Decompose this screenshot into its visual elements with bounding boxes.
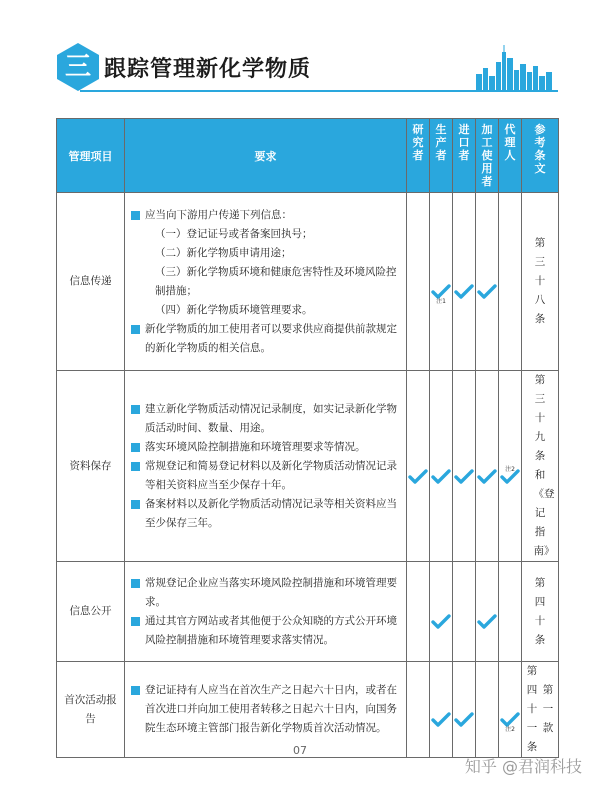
role-check-cell — [476, 562, 499, 662]
requirement-text: （二）新化学物质申请用途； — [155, 246, 292, 259]
header-agent: 代理人 — [499, 119, 522, 193]
checkmark-icon — [408, 469, 428, 485]
checkmark-icon — [477, 469, 497, 485]
requirement-subitem — [131, 244, 400, 263]
section-number: 三 — [64, 52, 91, 82]
requirement-text: 通过其官方网站或者其他便于公众知晓的方式公开环境风险控制措施和环境管理要求落实情况。 — [145, 614, 397, 646]
requirement-bullet — [131, 457, 400, 495]
role-check-cell — [453, 371, 476, 562]
requirement-text: 常规登记和简易登记材料以及新化学物质活动情况记录等相关资料应当至少保存十年。 — [145, 459, 397, 491]
table-row — [57, 562, 559, 662]
reference-article: 第四十一条 — [526, 665, 538, 753]
checkmark-icon — [431, 614, 451, 630]
row-requirements — [125, 193, 407, 371]
reference-paragraph: 第一款 — [542, 684, 554, 734]
requirement-bullet — [131, 206, 400, 225]
footnote-label: 注2 — [505, 726, 515, 733]
header-researcher: 研究者 — [407, 119, 430, 193]
footnote-label: 注2 — [505, 466, 515, 473]
requirement-text: （三）新化学物质环境和健康危害特性及环境风险控制措施； — [155, 265, 397, 297]
role-check-cell — [453, 193, 476, 371]
header-importer: 进口者 — [453, 119, 476, 193]
requirement-text: 建立新化学物质活动情况记录制度，如实记录新化学物质活动时间、数量、用途。 — [145, 402, 397, 434]
reference-text: 第四十条 — [534, 576, 546, 646]
role-check-cell — [499, 193, 522, 371]
requirement-bullet — [131, 438, 400, 457]
header-processor: 加工使用者 — [476, 119, 499, 193]
role-check-cell — [476, 371, 499, 562]
checkmark-icon — [454, 469, 474, 485]
page-number: 07 — [293, 744, 307, 757]
section-header — [56, 42, 556, 94]
row-requirements — [125, 371, 407, 562]
section-hexagon-badge — [56, 42, 100, 92]
bullet-square-icon — [131, 500, 140, 509]
requirement-text: 登记证持有人应当在首次生产之日起六十日内，或者在首次进口并向加工使用者转移之日起六十日内，向国务院生态环境主管部门报告新化学物质首次活动情况。 — [145, 684, 397, 734]
header-item: 管理项目 — [57, 119, 125, 193]
table-row — [57, 371, 559, 562]
page-title: 跟踪管理新化学物质 — [104, 57, 312, 82]
requirement-text: 备案材料以及新化学物质活动情况记录等相关资料应当至少保存三年。 — [145, 497, 397, 529]
title-underline — [80, 90, 558, 92]
requirement-text: 应当向下游用户传递下列信息： — [145, 208, 292, 221]
role-check-cell — [430, 193, 453, 371]
table-row — [57, 193, 559, 371]
row-item-name: 信息传递 — [57, 193, 125, 371]
bullet-square-icon — [131, 211, 140, 220]
row-item-name: 资料保存 — [57, 371, 125, 562]
table-header-row — [57, 119, 559, 193]
city-skyline-icon — [474, 42, 554, 90]
requirement-text: （一）登记证号或者备案回执号； — [155, 227, 313, 240]
bullet-square-icon — [131, 686, 140, 695]
requirement-subitem — [131, 263, 400, 301]
role-check-cell — [407, 371, 430, 562]
role-check-cell — [430, 562, 453, 662]
bullet-square-icon — [131, 443, 140, 452]
reference-text: 第三十九条和《登记指南》 — [533, 374, 555, 557]
row-item-name: 信息公开 — [57, 562, 125, 662]
watermark: 知乎 @君润科技 — [464, 757, 582, 776]
bullet-square-icon — [131, 325, 140, 334]
requirement-bullet — [131, 574, 400, 612]
bullet-square-icon — [131, 579, 140, 588]
requirement-subitem — [131, 301, 400, 320]
requirement-text: （四）新化学物质环境管理要求。 — [155, 303, 313, 316]
checkmark-icon — [454, 712, 474, 728]
row-reference — [522, 562, 559, 662]
header-producer: 生产者 — [430, 119, 453, 193]
role-check-cell — [430, 371, 453, 562]
checkmark-icon — [477, 614, 497, 630]
requirement-bullet — [131, 495, 400, 533]
header-requirement: 要求 — [125, 119, 407, 193]
requirement-subitem — [131, 225, 400, 244]
role-check-cell — [499, 562, 522, 662]
row-requirements — [125, 562, 407, 662]
role-check-cell — [499, 371, 522, 562]
role-check-cell — [407, 562, 430, 662]
row-item-name: 首次活动报告 — [57, 662, 125, 758]
role-check-cell — [407, 193, 430, 371]
reference-text: 第三十八条 — [534, 237, 546, 325]
checkmark-icon — [431, 712, 451, 728]
management-table — [56, 118, 559, 758]
role-check-cell — [476, 193, 499, 371]
requirement-bullet — [131, 400, 400, 438]
requirement-text: 常规登记企业应当落实环境风险控制措施和环境管理要求。 — [145, 576, 397, 608]
requirement-text: 落实环境风险控制措施和环境管理要求等情况。 — [145, 440, 366, 453]
footnote-label: 注1 — [436, 298, 446, 305]
bullet-square-icon — [131, 405, 140, 414]
bullet-square-icon — [131, 462, 140, 471]
reference-two-column — [522, 662, 558, 757]
requirement-bullet — [131, 612, 400, 650]
requirement-bullet — [131, 320, 400, 358]
requirement-text: 新化学物质的加工使用者可以要求供应商提供前款规定的新化学物质的相关信息。 — [145, 322, 397, 354]
header-reference: 参考条文 — [522, 119, 559, 193]
checkmark-icon — [431, 469, 451, 485]
checkmark-icon — [454, 284, 474, 300]
checkmark-icon — [477, 284, 497, 300]
role-check-cell — [453, 562, 476, 662]
row-reference — [522, 193, 559, 371]
requirement-bullet — [131, 681, 400, 738]
row-reference — [522, 371, 559, 562]
bullet-square-icon — [131, 617, 140, 626]
